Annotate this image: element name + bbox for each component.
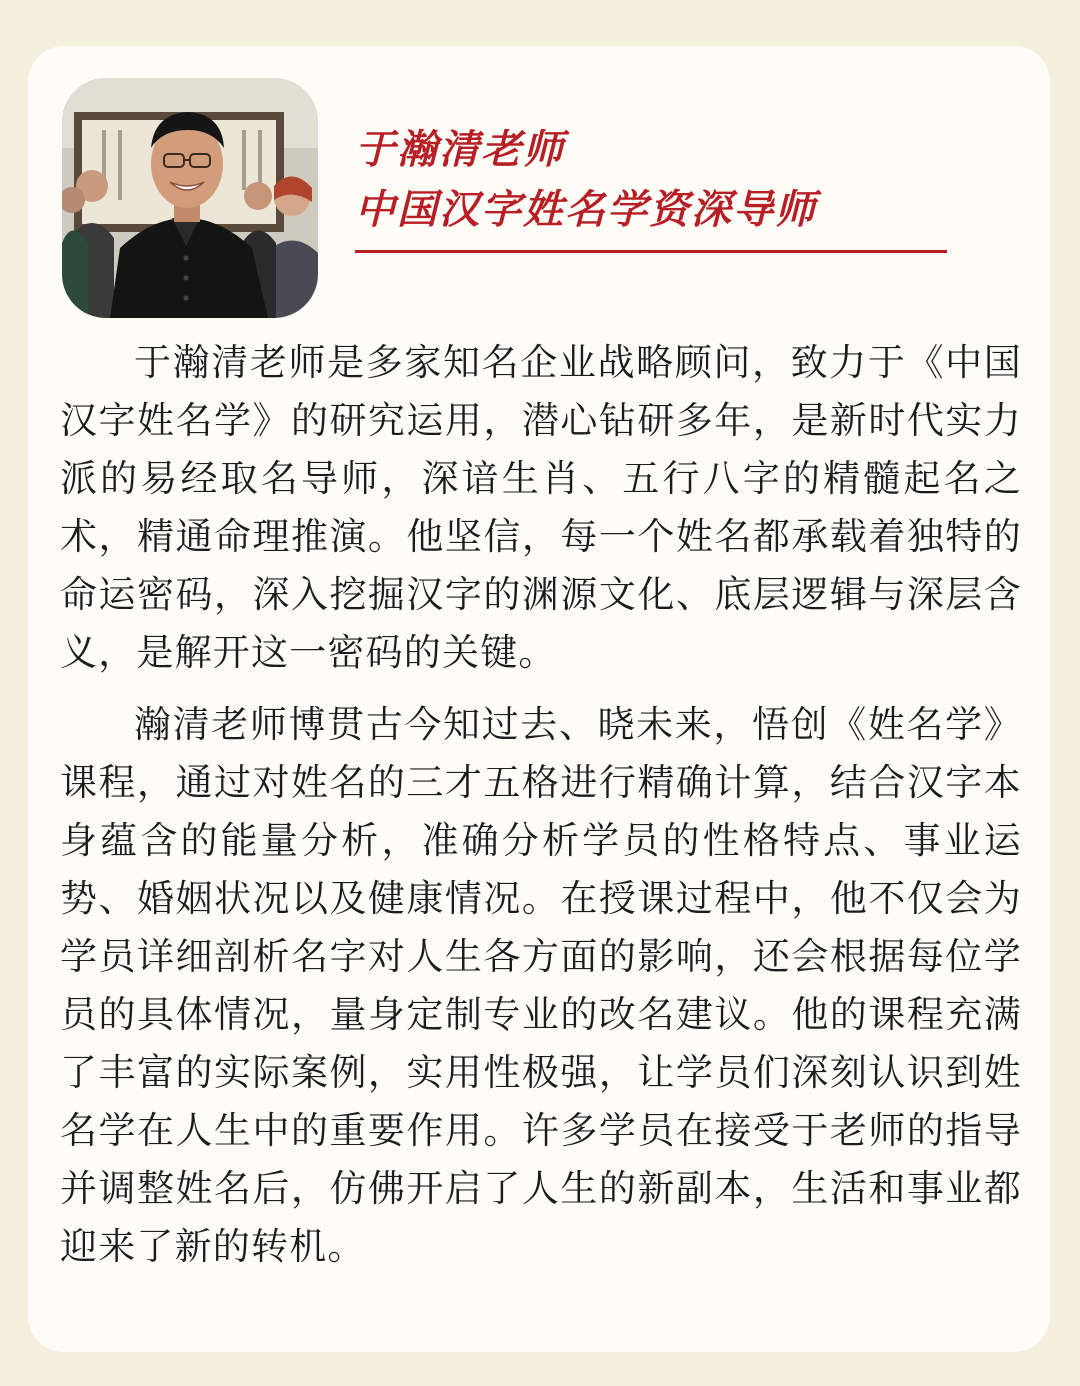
bio-paragraph-1: 于瀚清老师是多家知名企业战略顾问，致力于《中国汉字姓名学》的研究运用，潜心钻研多年，是新时代实力派的易经取名导师，深谙生肖、五行八字的精髓起名之术，精通命理推演。他坚信，每一个姓名都承载着独特的命运密码，深入挖掘汉字的渊源文化、底层逻辑与深层含义，是解开这一密码的关键。 xyxy=(60,341,1022,674)
title-underline xyxy=(355,250,947,253)
teacher-role-title: 中国汉字姓名学资深导师 xyxy=(355,187,817,233)
bio-paragraph-2: 瀚清老师博贯古今知过去、晓未来，悟创《姓名学》课程，通过对姓名的三才五格进行精确计算，结合汉字本身蕴含的能量分析，准确分析学员的性格特点、事业运势、婚姻状况以及健康情况。在授课过程中，他不仅会为学员详细剖析名字对人生各方面的影响，还会根据每位学员的具体情况，量身定制专业的改名建议。他的课程充满了丰富的实际案例，实用性极强，让学员们深刻认识到姓名学在人生中的重要作用。许多学员在接受于老师的指导并调整姓名后，仿佛开启了人生的新副本，生活和事业都迎来了新的转机。 xyxy=(60,703,1022,1268)
title-block xyxy=(355,120,947,240)
bio-text xyxy=(60,334,1022,1276)
teacher-name-title: 于瀚清老师 xyxy=(355,127,565,173)
teacher-photo xyxy=(62,78,318,318)
